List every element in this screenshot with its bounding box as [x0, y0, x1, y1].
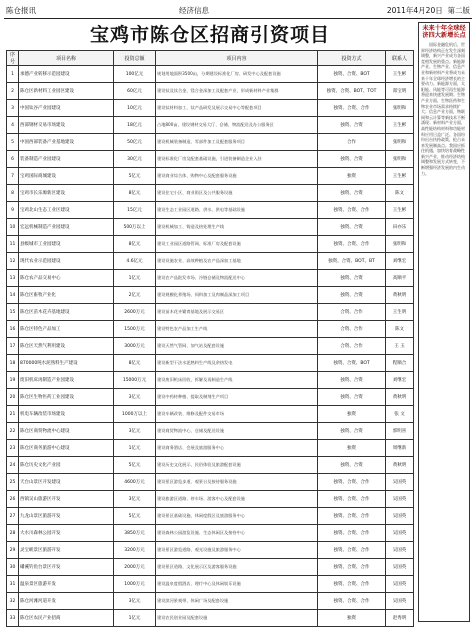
cell-contact: 张明和 [386, 151, 414, 168]
cell-content: 建设商贸物流中心、仓储及配送设施 [156, 423, 318, 440]
cell-no: 10 [7, 219, 19, 236]
cell-name: 陈仓区商务旅游中心建设 [19, 440, 114, 457]
cell-content: 建设车辆改装、维修及配件交易市场 [156, 406, 318, 423]
cell-content: 建设生态工业园区道路、供水、供电等基础设施 [156, 202, 318, 219]
cell-mode: 独资 [318, 168, 386, 185]
cell-content: 建设历史文化展示、民俗体验及旅游配套设施 [156, 457, 318, 474]
cell-contact: 田亦乐 [386, 219, 414, 236]
cell-mode: 独资、合资、BOT、BT [318, 253, 386, 270]
cell-name: 870000吨水泥熟料生产建设 [19, 355, 114, 372]
col-header-mode: 投资方式 [318, 51, 386, 66]
cell-contact: 吴国英 [386, 542, 414, 559]
cell-mode: 独资、合资 [318, 287, 386, 304]
cell-name: 大水川森林公园开发 [19, 525, 114, 542]
col-header-name: 项目名称 [19, 51, 114, 66]
table-row [7, 168, 414, 185]
cell-content: 建设森林公园游览设施、生态休闲区及接待中心 [156, 525, 318, 542]
cell-contact: 张明和 [386, 134, 414, 151]
cell-name: 陈仓区苗木花卉基地建设 [19, 304, 114, 321]
cell-content: 建设新型干法水泥熟料生产线及余热发电 [156, 355, 318, 372]
cell-name: 承德产业转移示范园建设 [19, 66, 114, 83]
cell-amount: 500万以上 [114, 219, 156, 236]
cell-amount: 30亿元 [114, 151, 156, 168]
cell-contact: 高顺平 [386, 270, 414, 287]
cell-content: 建设住宅小区、商业街区及公共服务设施 [156, 185, 318, 202]
cell-name: 宝鸡市长乐塬新区建设 [19, 185, 114, 202]
cell-no: 15 [7, 304, 19, 321]
cell-amount: 3亿元 [114, 423, 156, 440]
cell-amount: 1000万元 [114, 576, 156, 593]
project-table [6, 50, 414, 627]
table-row [7, 525, 414, 542]
cell-name: 机电车辆改装市场建设 [19, 406, 114, 423]
cell-amount: 2亿元 [114, 287, 156, 304]
cell-name: 陈仓河滩河道开发 [19, 593, 114, 610]
table-row [7, 253, 414, 270]
cell-contact: 吴国英 [386, 491, 414, 508]
cell-content: 建设景区游览道路、观光设施及旅游服务中心 [156, 542, 318, 559]
cell-amount: 8亿元 [114, 185, 156, 202]
date: 2011年4月20日 [386, 6, 443, 15]
cell-contact: 黄秋明 [386, 457, 414, 474]
cell-contact: 程顺合 [386, 355, 414, 372]
cell-content: 建设工业园区道路管网、标准厂房及配套设施 [156, 236, 318, 253]
cell-mode: 独资、合资 [318, 219, 386, 236]
cell-no: 8 [7, 185, 19, 202]
cell-mode: 独资、合资、合作 [318, 542, 386, 559]
cell-content: 建设钛材料加工、钛产品研发及展示交易中心等配套项目 [156, 100, 318, 117]
cell-no: 1 [7, 66, 19, 83]
table-row [7, 321, 414, 338]
cell-no: 21 [7, 406, 19, 423]
table-row [7, 134, 414, 151]
table-row [7, 66, 414, 83]
cell-contact: 吴国英 [386, 576, 414, 593]
cell-mode: 独资、合资、合作 [318, 202, 386, 219]
cell-name: 西镇吴山旅游区开发 [19, 491, 114, 508]
table-row [7, 151, 414, 168]
cell-content: 建设机械装备制造、零部件加工及配套服务项目 [156, 134, 318, 151]
cell-content: 建设商业综合体、购物中心及配套服务设施 [156, 168, 318, 185]
cell-name: 陈仓区农民产业招商 [19, 610, 114, 627]
cell-no: 2 [7, 83, 19, 100]
cell-contact: 刘继宏 [386, 372, 414, 389]
cell-contact: 吴国英 [386, 593, 414, 610]
table-row [7, 559, 414, 576]
cell-mode: 合作 [318, 134, 386, 151]
cell-name: 现代农业示范园建设 [19, 253, 114, 270]
cell-contact: 刘继宏 [386, 253, 414, 270]
table-row [7, 355, 414, 372]
cell-amount: 3亿元 [114, 593, 156, 610]
cell-no: 31 [7, 576, 19, 593]
table-row [7, 304, 414, 321]
cell-name: 中国西部装备产业基地建设 [19, 134, 114, 151]
cell-content: 占地800亩，建设钢材交易大厅、仓储、物流配送及办公服务区 [156, 117, 318, 134]
cell-mode: 独资、合资、BOT [318, 355, 386, 372]
cell-amount: 1亿元 [114, 440, 156, 457]
cell-mode: 合资、合作 [318, 321, 386, 338]
cell-no: 13 [7, 270, 19, 287]
cell-content: 建设旅游区道路、停车场、游客中心及配套设施 [156, 491, 318, 508]
cell-mode: 独资、合资、合作 [318, 508, 386, 525]
cell-no: 20 [7, 389, 19, 406]
sidebar-article [418, 22, 470, 622]
cell-mode: 独资、合资、合作 [318, 593, 386, 610]
table-row [7, 100, 414, 117]
cell-content: 建设农民创业园及配套设施 [156, 610, 318, 627]
cell-content: 建设商务酒店、会展及旅游服务中心 [156, 440, 318, 457]
page-title: 宝鸡市陈仓区招商引资项目 [89, 24, 330, 46]
cell-name: 县级城市工业园建设 [19, 236, 114, 253]
cell-contact: 吴国英 [386, 474, 414, 491]
cell-amount: 1500万元 [114, 321, 156, 338]
cell-contact: 张明和 [386, 236, 414, 253]
cell-name: 陈仓历史文化产业园 [19, 457, 114, 474]
cell-name: 陈仓区商贸物流中心建设 [19, 423, 114, 440]
cell-mode: 独资、合资 [318, 185, 386, 202]
cell-amount: 18亿元 [114, 117, 156, 134]
cell-name: 陈仓区特色产品加工 [19, 321, 114, 338]
cell-mode: 独资、合资 [318, 372, 386, 389]
cell-name: 陈仓区天然气利用建设 [19, 338, 114, 355]
cell-mode: 独资、合资、合作 [318, 559, 386, 576]
cell-mode: 合资、合作 [318, 338, 386, 355]
cell-no: 7 [7, 168, 19, 185]
table-row [7, 338, 414, 355]
cell-mode: 独资、合资、合作 [318, 525, 386, 542]
cell-content: 建设机械加工、铸造及热处理生产线 [156, 219, 318, 236]
cell-no: 18 [7, 355, 19, 372]
cell-contact: 郭明喜 [386, 423, 414, 440]
cell-amount: 8亿元 [114, 355, 156, 372]
cell-mode: 独资、合资、BOT、TOT [318, 83, 386, 100]
cell-content: 建设天然气管网、加气站及配套设施 [156, 338, 318, 355]
cell-content: 建设特色农产品加工生产线 [156, 321, 318, 338]
table-row [7, 593, 414, 610]
cell-no: 23 [7, 440, 19, 457]
cell-no: 24 [7, 457, 19, 474]
cell-amount: 1亿元 [114, 270, 156, 287]
cell-no: 22 [7, 423, 19, 440]
cell-mode: 独资、合资 [318, 389, 386, 406]
cell-mode: 独资、合资、合作 [318, 491, 386, 508]
section-label: 陈仓报讯 [6, 6, 36, 15]
cell-name: 陈仓区生物医药工业园建设 [19, 389, 114, 406]
cell-content: 建设规模化养殖场、饲料加工及肉制品深加工项目 [156, 287, 318, 304]
table-row [7, 406, 414, 423]
cell-no: 14 [7, 287, 19, 304]
table-row [7, 576, 414, 593]
cell-amount: 2000万元 [114, 559, 156, 576]
cell-mode: 独资 [318, 440, 386, 457]
cell-amount: 1亿元 [114, 610, 156, 627]
table-row [7, 389, 414, 406]
cell-contact: 吴国英 [386, 508, 414, 525]
cell-name: 宝鸡国际商城建设 [19, 168, 114, 185]
cell-contact: 吴国英 [386, 559, 414, 576]
col-header-amount: 投资总额 [114, 51, 156, 66]
cell-contact: 王 玉 [386, 338, 414, 355]
table-row [7, 372, 414, 389]
cell-content: 规划用地面积3500亩，分期建设标准化厂房、研发中心及配套设施 [156, 66, 318, 83]
cell-amount: 3850万元 [114, 525, 156, 542]
cell-contact: 王生彬 [386, 117, 414, 134]
col-header-no: 序号 [7, 51, 19, 66]
cell-no: 19 [7, 372, 19, 389]
cell-contact: 吴国英 [386, 525, 414, 542]
cell-no: 6 [7, 151, 19, 168]
cell-amount: 3000万元 [114, 338, 156, 355]
table-row [7, 270, 414, 287]
cell-content: 建设农产品批发市场、冷链仓储及物流配送中心 [156, 270, 318, 287]
cell-contact: 黄秋明 [386, 389, 414, 406]
cell-contact: 郑宝明 [386, 83, 414, 100]
cell-no: 11 [7, 236, 19, 253]
cell-no: 32 [7, 593, 19, 610]
table-row [7, 117, 414, 134]
cell-amount: 8亿元 [114, 236, 156, 253]
cell-contact: 黄秋明 [386, 287, 414, 304]
cell-content: 建设设施农业、高效种植及农产品深加工基地 [156, 253, 318, 270]
table-row [7, 287, 414, 304]
cell-amount: 5亿元 [114, 457, 156, 474]
table-row [7, 457, 414, 474]
cell-content: 建设苗木花卉繁育基地及展示交易区 [156, 304, 318, 321]
table-row [7, 542, 414, 559]
table-row [7, 202, 414, 219]
cell-name: 天台山景区开发建设 [19, 474, 114, 491]
cell-name: 中国钛谷产业园建设 [19, 100, 114, 117]
table-row [7, 236, 414, 253]
cell-content: 建设温泉度假酒店、理疗中心及休闲娱乐设施 [156, 576, 318, 593]
cell-amount: 100亿元 [114, 66, 156, 83]
cell-mode: 独资、合资 [318, 270, 386, 287]
cell-name: 装备制造产业园建设 [19, 151, 114, 168]
cell-name: 宏远机械制造产业园建设 [19, 219, 114, 236]
cell-contact: 张 文 [386, 406, 414, 423]
cell-contact: 陈文 [386, 185, 414, 202]
cell-amount: 5亿元 [114, 508, 156, 525]
cell-contact: 张明和 [386, 100, 414, 117]
cell-mode: 独资 [318, 406, 386, 423]
cell-content: 建设景区道路、文化展示区及游客服务设施 [156, 559, 318, 576]
cell-mode: 独资、合资 [318, 457, 386, 474]
cell-content: 建设中药材种植、提取及制剂生产项目 [156, 389, 318, 406]
cell-amount: 60亿元 [114, 83, 156, 100]
col-header-content: 项目内容 [156, 51, 318, 66]
cell-no: 12 [7, 253, 19, 270]
sidebar-heading: 未来十年全球经济四大新增长点 [422, 25, 466, 39]
cell-no: 17 [7, 338, 19, 355]
cell-amount: 4600万元 [114, 474, 156, 491]
page-header [4, 4, 472, 19]
cell-mode: 独资、合资、合作 [318, 576, 386, 593]
cell-content: 建设钛及钛合金、镁合金深加工及配套产业，形成新材料产业集群 [156, 83, 318, 100]
cell-no: 30 [7, 559, 19, 576]
page-name: 经济信息 [179, 6, 209, 15]
edition: 第二版 [447, 6, 470, 15]
cell-contact: 王生彬 [386, 66, 414, 83]
cell-amount: 5亿元 [114, 168, 156, 185]
sidebar-body: 国际金融危机后，世界经济结构正在发生深刻调整，新兴产业成为各国竞相发展的重点。新能源产业、生物产业、信息产业和新材料产业将成为未来十年全球经济增长的主要动力。新能源方面，太阳能、风能等可再生能源将迎来快速发展期；生物产业方面，生物医药和生物农业市场需求持续扩大；信息产业方面，物联网和云计算等新技术不断涌现；新材料产业方面，高性能结构材料和功能材料应用日益广泛。各国纷纷出台扶持政策，抢占未来发展制高点。我国应抓住机遇，加快培育战略性新兴产业，推动经济结构调整和发展方式转变，不断增强经济发展的内生动力。 [421, 42, 465, 176]
cell-no: 9 [7, 202, 19, 219]
table-row [7, 491, 414, 508]
cell-amount: 3200万元 [114, 542, 156, 559]
cell-name: 温泉景区旅游开发 [19, 576, 114, 593]
cell-no: 16 [7, 321, 19, 338]
cell-no: 5 [7, 134, 19, 151]
table-body [7, 66, 414, 627]
cell-mode: 独资、合资 [318, 423, 386, 440]
cell-name: 九龙山景区旅游开发 [19, 508, 114, 525]
table-row [7, 474, 414, 491]
cell-no: 26 [7, 491, 19, 508]
cell-content: 建设滨河景观带、休闲广场及配套设施 [156, 593, 318, 610]
cell-mode: 独资、合资、合作 [318, 236, 386, 253]
cell-no: 28 [7, 525, 19, 542]
date-edition [387, 4, 470, 17]
cell-no: 29 [7, 542, 19, 559]
cell-contact: 陈文 [386, 321, 414, 338]
table-row [7, 423, 414, 440]
col-header-contact: 联系人 [386, 51, 414, 66]
table-row [7, 219, 414, 236]
cell-amount: 15000万元 [114, 372, 156, 389]
cell-amount: 2600万元 [114, 304, 156, 321]
table-row [7, 508, 414, 525]
cell-mode: 独资、合资 [318, 151, 386, 168]
table-row [7, 610, 414, 627]
cell-mode: 独资、合资 [318, 117, 386, 134]
cell-contact: 王生彬 [386, 168, 414, 185]
cell-mode: 独资、合资、合作 [318, 474, 386, 491]
cell-amount: 15亿元 [114, 202, 156, 219]
cell-name: 宝鸡北山生态工业区建设 [19, 202, 114, 219]
cell-amount: 4.6亿元 [114, 253, 156, 270]
cell-name: 磻溪钓鱼台景区开发 [19, 559, 114, 576]
cell-mode: 独资、合资、BOT [318, 66, 386, 83]
cell-mode: 独资 [318, 610, 386, 627]
cell-mode: 独资、合资、合作 [318, 100, 386, 117]
cell-contact: 王生彬 [386, 202, 414, 219]
cell-no: 25 [7, 474, 19, 491]
cell-no: 27 [7, 508, 19, 525]
cell-no: 4 [7, 117, 19, 134]
cell-name: 灵宝峡景区旅游开发 [19, 542, 114, 559]
cell-content: 建设废旧机床回收、拆解及再制造生产线 [156, 372, 318, 389]
cell-content: 建设标准化厂房及配套基础设施，引进装备制造企业入驻 [156, 151, 318, 168]
cell-content: 建设景区游览步道、观景台及接待服务设施 [156, 474, 318, 491]
table-row [7, 185, 414, 202]
cell-name: 陈仓农产品交易中心 [19, 270, 114, 287]
cell-amount: 3亿元 [114, 491, 156, 508]
cell-contact: 王生明 [386, 304, 414, 321]
cell-name: 陈仓区新材料工业园区建设 [19, 83, 114, 100]
table-row [7, 440, 414, 457]
cell-name: 陈仓区畜牧产业化 [19, 287, 114, 304]
cell-amount: 10亿元 [114, 100, 156, 117]
cell-contact: 赵秀明 [386, 610, 414, 627]
cell-amount: 3亿元 [114, 389, 156, 406]
cell-amount: 1000万以上 [114, 406, 156, 423]
cell-no: 3 [7, 100, 19, 117]
table-row [7, 83, 414, 100]
cell-content: 建设景区基础设施、休闲度假区及旅游服务中心 [156, 508, 318, 525]
table-header-row [7, 51, 414, 66]
cell-mode: 合资、合作 [318, 304, 386, 321]
cell-name: 废旧机床再制造产业园建设 [19, 372, 114, 389]
cell-contact: 周继新 [386, 440, 414, 457]
cell-name: 西部钢材交易市场建设 [19, 117, 114, 134]
cell-amount: 50亿元 [114, 134, 156, 151]
cell-no: 33 [7, 610, 19, 627]
